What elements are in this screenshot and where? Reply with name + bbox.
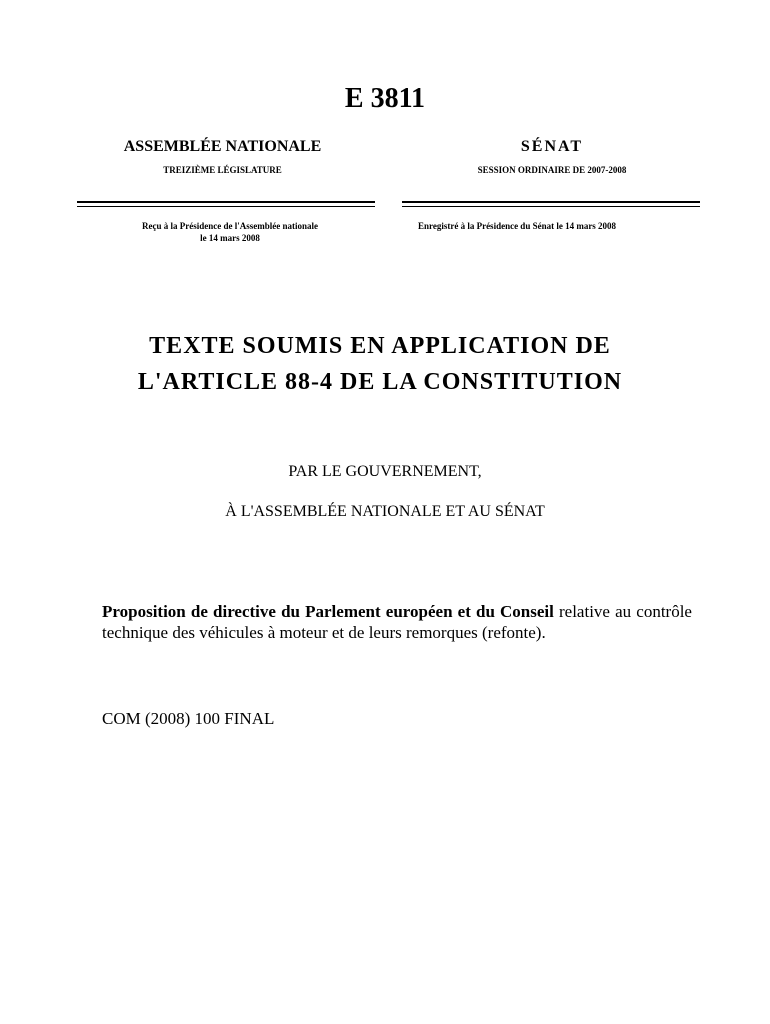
received-assemblee bbox=[112, 220, 348, 244]
chamber-senat: SÉNAT bbox=[520, 138, 584, 155]
chamber-assemblee: ASSEMBLÉE NATIONALE bbox=[123, 138, 322, 155]
legislature-label: TREIZIÈME LÉGISLATURE bbox=[163, 165, 282, 175]
document-number: E 3811 bbox=[344, 83, 426, 114]
proposal-description: relative au contrôle technique des véhicules à moteur et de leurs remorques (refonte). bbox=[102, 602, 692, 642]
received-assemblee-line2: le 14 mars 2008 bbox=[200, 233, 260, 243]
proposal-title: Proposition de directive du Parlement européen et du Conseil bbox=[102, 602, 554, 621]
session-label: SESSION ORDINAIRE DE 2007-2008 bbox=[477, 165, 627, 175]
main-title bbox=[100, 328, 660, 400]
received-senat: Enregistré à la Présidence du Sénat le 14 mars 2008 bbox=[418, 221, 617, 231]
addressees: À L'ASSEMBLÉE NATIONALE ET AU SÉNAT bbox=[225, 503, 545, 520]
main-title-line2: L'ARTICLE 88-4 DE LA CONSTITUTION bbox=[137, 369, 623, 395]
com-reference: COM (2008) 100 FINAL bbox=[102, 709, 275, 728]
by-government: PAR LE GOUVERNEMENT, bbox=[288, 463, 482, 480]
main-title-line1: TEXTE SOUMIS EN APPLICATION DE bbox=[149, 333, 611, 359]
divider-left bbox=[77, 201, 375, 207]
received-assemblee-line1: Reçu à la Présidence de l'Assemblée nationale bbox=[142, 221, 318, 231]
divider-right bbox=[402, 201, 700, 207]
proposal-text bbox=[102, 601, 692, 643]
